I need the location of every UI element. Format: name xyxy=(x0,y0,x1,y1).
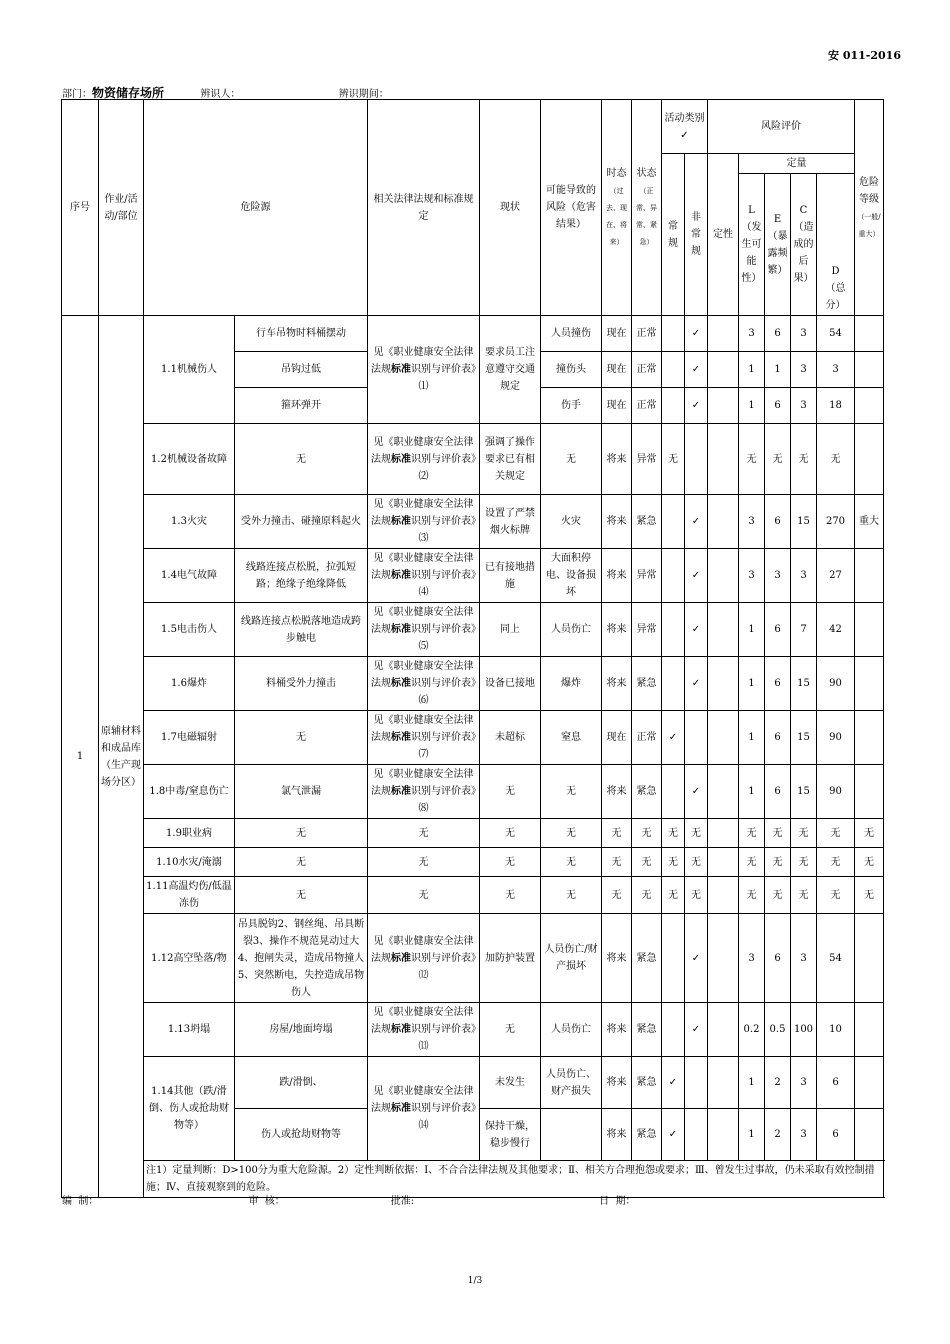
table-cell: ✓ xyxy=(662,1057,685,1109)
table-cell: 将来 xyxy=(602,765,632,819)
table-cell: 1 xyxy=(739,711,765,765)
table-cell: 紧急 xyxy=(632,1003,662,1057)
table-cell: 未发生 xyxy=(480,1057,541,1109)
table-cell: 无 xyxy=(480,1003,541,1057)
table-cell: 2 xyxy=(765,1109,791,1161)
table-cell xyxy=(662,388,685,424)
table-cell xyxy=(855,316,884,352)
table-cell: 爆炸 xyxy=(541,657,602,711)
table-cell: 6 xyxy=(765,495,791,549)
table-cell: 7 xyxy=(791,603,817,657)
table-cell: 3 xyxy=(791,1109,817,1161)
header-hazard: 危险源 xyxy=(144,100,368,316)
table-cell: 见《职业健康安全法律法规标准识别与评价表》⑷ xyxy=(368,549,480,603)
table-cell: 无 xyxy=(791,424,817,495)
table-cell: 设置了严禁烟火标牌 xyxy=(480,495,541,549)
table-cell xyxy=(855,1109,884,1161)
table-cell: 无 xyxy=(685,819,708,848)
table-cell: 强调了操作要求已有相关规定 xyxy=(480,424,541,495)
table-cell: 1.14其他（跌/滑倒、伤人或抢劫财物等） xyxy=(144,1057,235,1161)
table-cell: ✓ xyxy=(685,352,708,388)
table-cell: 将来 xyxy=(602,549,632,603)
table-cell: 无 xyxy=(817,848,855,877)
header-seq: 序号 xyxy=(62,100,99,316)
table-cell: 见《职业健康安全法律法规标准识别与评价表》⑵ xyxy=(368,424,480,495)
table-cell: 重大 xyxy=(855,495,884,549)
table-cell: 3 xyxy=(739,549,765,603)
table-cell: 异常 xyxy=(632,603,662,657)
table-cell: 1 xyxy=(739,1057,765,1109)
table-cell: 无 xyxy=(235,819,368,848)
table-cell: 人员伤亡/财产损坏 xyxy=(541,914,602,1003)
note-text: 注1）定量判断：D>100分为重大危险源。2）定性判断依据：Ⅰ、不合合法律法规及其他要求；Ⅱ、相关方合理抱怨或要求；Ⅲ、曾发生过事故，仍未采取有效控制措施；Ⅳ、直接观察到的危险。 xyxy=(144,1161,884,1198)
table-cell: 正常 xyxy=(632,711,662,765)
table-cell: 紧急 xyxy=(632,1109,662,1161)
table-row xyxy=(62,877,884,914)
table-cell: 料桶受外力撞击 xyxy=(235,657,368,711)
table-cell: 行车吊物时料桶摆动 xyxy=(235,316,368,352)
table-row xyxy=(62,765,884,819)
table-cell: 6 xyxy=(765,657,791,711)
table-cell: 6 xyxy=(817,1109,855,1161)
table-cell: 3 xyxy=(739,914,765,1003)
table-cell: 2 xyxy=(765,1057,791,1109)
table-cell xyxy=(708,848,739,877)
table-row xyxy=(62,495,884,549)
table-cell: 线路连接点松脱落地造成跨步触电 xyxy=(235,603,368,657)
header-D: D （总分） xyxy=(817,174,855,316)
table-cell: 15 xyxy=(791,495,817,549)
table-cell: 加防护装置 xyxy=(480,914,541,1003)
table-cell: 3 xyxy=(791,352,817,388)
table-cell: 1.9职业病 xyxy=(144,819,235,848)
reviewed-label: 审 核： xyxy=(248,1196,285,1207)
table-cell: 紧急 xyxy=(632,657,662,711)
table-cell: 正常 xyxy=(632,388,662,424)
table-cell: 无 xyxy=(855,877,884,914)
table-cell: 人员伤亡 xyxy=(541,603,602,657)
table-cell xyxy=(708,549,739,603)
table-cell xyxy=(855,549,884,603)
table-cell: 1.4电气故障 xyxy=(144,549,235,603)
table-cell: ✓ xyxy=(685,549,708,603)
table-cell: 15 xyxy=(791,711,817,765)
table-cell xyxy=(855,603,884,657)
table-cell: 紧急 xyxy=(632,495,662,549)
table-cell: 1.3火灾 xyxy=(144,495,235,549)
table-cell: 无 xyxy=(739,848,765,877)
table-cell: 无 xyxy=(480,848,541,877)
table-row xyxy=(62,1057,884,1109)
table-cell: 无 xyxy=(235,848,368,877)
table-cell: ✓ xyxy=(685,914,708,1003)
table-cell: 54 xyxy=(817,914,855,1003)
table-cell: 1.12高空坠落/物 xyxy=(144,914,235,1003)
table-cell: 27 xyxy=(817,549,855,603)
table-cell: 1.7电磁辐射 xyxy=(144,711,235,765)
table-cell: 1.2机械设备故障 xyxy=(144,424,235,495)
table-cell xyxy=(662,914,685,1003)
table-cell: 现在 xyxy=(602,388,632,424)
table-cell: 6 xyxy=(765,765,791,819)
table-cell: ✓ xyxy=(685,388,708,424)
table-row xyxy=(62,316,884,352)
table-cell: ✓ xyxy=(685,765,708,819)
dept-value: 物资储存场所 xyxy=(92,86,165,100)
prepared-label: 编 制： xyxy=(62,1196,99,1207)
table-cell: ✓ xyxy=(685,495,708,549)
table-cell xyxy=(662,352,685,388)
header-risk-eval: 风险评价 xyxy=(708,100,855,154)
table-cell xyxy=(708,819,739,848)
table-cell: 异常 xyxy=(632,549,662,603)
table-cell: 见《职业健康安全法律法规标准识别与评价表》⒁ xyxy=(368,1057,480,1161)
table-cell: 15 xyxy=(791,657,817,711)
table-row xyxy=(62,549,884,603)
table-cell: 无 xyxy=(791,819,817,848)
table-cell: 现在 xyxy=(602,352,632,388)
table-cell: 无 xyxy=(368,848,480,877)
hazard-table xyxy=(61,99,884,1198)
table-cell: 无 xyxy=(739,877,765,914)
dept-label: 部门： xyxy=(62,89,92,100)
table-cell: 同上 xyxy=(480,603,541,657)
table-cell: 见《职业健康安全法律法规标准识别与评价表》⑹ xyxy=(368,657,480,711)
table-cell: 6 xyxy=(765,914,791,1003)
table-cell: 线路连接点松脱，拉弧短路；绝缘子绝缘降低 xyxy=(235,549,368,603)
table-cell xyxy=(855,388,884,424)
table-cell: 无 xyxy=(739,424,765,495)
table-cell xyxy=(662,495,685,549)
table-cell: 无 xyxy=(685,848,708,877)
table-cell xyxy=(662,765,685,819)
document-code: 安 011-2016 xyxy=(828,49,901,62)
table-cell: 1 xyxy=(739,1109,765,1161)
table-cell: 房屋/地面垮塌 xyxy=(235,1003,368,1057)
table-cell: 无 xyxy=(855,819,884,848)
table-cell xyxy=(855,424,884,495)
table-cell: 窒息 xyxy=(541,711,602,765)
table-cell: 18 xyxy=(817,388,855,424)
row-seq: 1 xyxy=(62,316,99,1198)
table-cell: 无 xyxy=(817,819,855,848)
table-cell: 3 xyxy=(817,352,855,388)
table-cell: 伤人或抢劫财物等 xyxy=(235,1109,368,1161)
table-cell: 伤手 xyxy=(541,388,602,424)
table-cell xyxy=(708,1003,739,1057)
table-cell: 1 xyxy=(739,765,765,819)
header-status: 现状 xyxy=(480,100,541,316)
table-cell xyxy=(855,657,884,711)
table-cell xyxy=(855,914,884,1003)
signature-line xyxy=(62,1192,635,1207)
table-cell: 1 xyxy=(739,388,765,424)
table-cell xyxy=(662,1003,685,1057)
table-cell xyxy=(662,603,685,657)
table-row xyxy=(62,711,884,765)
table-row xyxy=(62,603,884,657)
table-cell: 无 xyxy=(541,848,602,877)
table-cell: 42 xyxy=(817,603,855,657)
table-cell xyxy=(708,1109,739,1161)
table-cell: 火灾 xyxy=(541,495,602,549)
table-cell: 将来 xyxy=(602,424,632,495)
table-cell: 受外力撞击、碰撞原料起火 xyxy=(235,495,368,549)
table-cell: 无 xyxy=(765,424,791,495)
table-cell: 保持干燥，稳步慢行 xyxy=(480,1109,541,1161)
table-cell xyxy=(708,711,739,765)
table-cell: 1.1机械伤人 xyxy=(144,316,235,424)
table-cell: 1 xyxy=(765,352,791,388)
table-cell: 无 xyxy=(791,848,817,877)
table-cell: 设备已接地 xyxy=(480,657,541,711)
table-cell: 无 xyxy=(855,848,884,877)
table-cell: 无 xyxy=(662,877,685,914)
table-cell: 6 xyxy=(817,1057,855,1109)
page-number: 1/3 xyxy=(467,1276,483,1286)
table-cell: 现在 xyxy=(602,711,632,765)
header-level: 危险等级 （一般/重大） xyxy=(855,100,884,316)
table-cell xyxy=(662,549,685,603)
table-cell: 无 xyxy=(541,424,602,495)
table-cell xyxy=(708,352,739,388)
table-cell: 见《职业健康安全法律法规标准识别与评价表》⑿ xyxy=(368,914,480,1003)
table-cell: 15 xyxy=(791,765,817,819)
table-cell xyxy=(855,1003,884,1057)
table-cell: 见《职业健康安全法律法规标准识别与评价表》⑸ xyxy=(368,603,480,657)
table-cell xyxy=(685,1057,708,1109)
table-cell xyxy=(708,877,739,914)
table-cell: ✓ xyxy=(685,316,708,352)
table-cell: 箍环弹开 xyxy=(235,388,368,424)
table-cell: 1.8中毒/窒息伤亡 xyxy=(144,765,235,819)
table-cell: 6 xyxy=(765,603,791,657)
table-cell: 6 xyxy=(765,316,791,352)
table-cell: 无 xyxy=(480,765,541,819)
table-cell: 正常 xyxy=(632,316,662,352)
table-cell: 将来 xyxy=(602,1003,632,1057)
table-cell: 紧急 xyxy=(632,765,662,819)
table-cell: 3 xyxy=(765,549,791,603)
table-cell: 无 xyxy=(662,819,685,848)
table-cell: 已有接地措施 xyxy=(480,549,541,603)
table-cell: 1.11高温灼伤/低温冻伤 xyxy=(144,877,235,914)
table-cell: 无 xyxy=(602,819,632,848)
table-cell: 无 xyxy=(817,877,855,914)
table-cell xyxy=(708,914,739,1003)
table-cell: 3 xyxy=(739,495,765,549)
table-cell: 见《职业健康安全法律法规标准识别与评价表》⒀ xyxy=(368,1003,480,1057)
table-cell xyxy=(708,495,739,549)
table-cell: 1.5电击伤人 xyxy=(144,603,235,657)
table-cell: 人员伤亡 xyxy=(541,1003,602,1057)
header-nonroutine: 非常规 xyxy=(685,154,708,316)
table-cell xyxy=(708,424,739,495)
table-cell: 未超标 xyxy=(480,711,541,765)
table-cell xyxy=(855,765,884,819)
table-cell xyxy=(685,424,708,495)
header-L: L （发生可能性） xyxy=(739,174,765,316)
table-cell xyxy=(708,603,739,657)
header-risk: 可能导致的风险（危害结果） xyxy=(541,100,602,316)
table-cell: 3 xyxy=(739,316,765,352)
table-cell: 无 xyxy=(235,424,368,495)
table-cell: 6 xyxy=(765,711,791,765)
table-cell: 270 xyxy=(817,495,855,549)
header-qualitative: 定性 xyxy=(708,154,739,316)
table-cell: 无 xyxy=(765,877,791,914)
table-cell: 3 xyxy=(791,1057,817,1109)
table-cell xyxy=(685,711,708,765)
approved-label: 批准: xyxy=(390,1196,415,1207)
table-cell: 异常 xyxy=(632,424,662,495)
table-cell: 3 xyxy=(791,388,817,424)
table-cell: 无 xyxy=(791,877,817,914)
table-cell: 人员撞伤 xyxy=(541,316,602,352)
table-cell: 氯气泄漏 xyxy=(235,765,368,819)
table-cell: 无 xyxy=(685,877,708,914)
table-cell: 见《职业健康安全法律法规标准识别与评价表》⑻ xyxy=(368,765,480,819)
table-cell: 3 xyxy=(791,914,817,1003)
table-cell: ✓ xyxy=(685,1003,708,1057)
table-cell: 无 xyxy=(739,819,765,848)
table-cell: 将来 xyxy=(602,603,632,657)
table-cell: 无 xyxy=(235,711,368,765)
table-cell: 将来 xyxy=(602,495,632,549)
table-cell: ✓ xyxy=(662,1109,685,1161)
table-row xyxy=(62,819,884,848)
header-E: E （暴露频繁） xyxy=(765,174,791,316)
table-cell: 无 xyxy=(602,848,632,877)
table-cell: 正常 xyxy=(632,352,662,388)
table-cell: 见《职业健康安全法律法规标准识别与评价表》⑺ xyxy=(368,711,480,765)
table-cell: 吊具脱钩2、钢丝绳、吊具断裂3、操作不规范晃动过大4、抱闸失灵，造成吊物撞人5、突然断电，失控造成吊物伤人 xyxy=(235,914,368,1003)
table-cell: 10 xyxy=(817,1003,855,1057)
header-activity: 作业/活动/部位 xyxy=(99,100,144,316)
table-cell: 0.2 xyxy=(739,1003,765,1057)
table-cell: 将来 xyxy=(602,914,632,1003)
table-cell xyxy=(685,1109,708,1161)
table-cell: 见《职业健康安全法律法规标准识别与评价表》⑴ xyxy=(368,316,480,424)
table-cell: 撞伤头 xyxy=(541,352,602,388)
identifier-label: 辨识人： xyxy=(200,89,241,100)
table-cell: 1.6爆炸 xyxy=(144,657,235,711)
table-row xyxy=(62,657,884,711)
row-activity: 原辅材料和成品库（生产现场分区） xyxy=(99,316,144,1198)
table-cell: 无 xyxy=(662,848,685,877)
table-cell xyxy=(662,316,685,352)
header-C: C （造成的后果） xyxy=(791,174,817,316)
table-cell: 100 xyxy=(791,1003,817,1057)
table-cell: 54 xyxy=(817,316,855,352)
table-cell xyxy=(708,765,739,819)
table-cell: 3 xyxy=(791,316,817,352)
header-routine: 常规 xyxy=(662,154,685,316)
table-cell: 无 xyxy=(480,877,541,914)
table-cell xyxy=(855,711,884,765)
table-cell xyxy=(855,352,884,388)
table-cell: 无 xyxy=(368,877,480,914)
table-cell: 1 xyxy=(739,657,765,711)
header-quantitative: 定量 xyxy=(739,154,855,174)
table-cell: 无 xyxy=(541,819,602,848)
table-cell: ✓ xyxy=(685,603,708,657)
table-cell: 无 xyxy=(632,877,662,914)
table-cell: 无 xyxy=(817,424,855,495)
table-cell: 无 xyxy=(541,877,602,914)
table-cell xyxy=(708,1057,739,1109)
table-cell: 无 xyxy=(765,848,791,877)
table-cell xyxy=(708,657,739,711)
table-cell xyxy=(708,388,739,424)
table-cell xyxy=(708,316,739,352)
header-law: 相关法律法规和标准规定 xyxy=(368,100,480,316)
table-cell: 1.13坍塌 xyxy=(144,1003,235,1057)
header-activity-type: 活动类别 ✓ xyxy=(662,100,708,154)
table-cell: 吊钩过低 xyxy=(235,352,368,388)
table-cell: 无 xyxy=(662,424,685,495)
table-cell: 6 xyxy=(765,388,791,424)
table-cell: 无 xyxy=(602,877,632,914)
table-cell: 将来 xyxy=(602,1109,632,1161)
table-row xyxy=(62,914,884,1003)
table-cell: 见《职业健康安全法律法规标准识别与评价表》⑶ xyxy=(368,495,480,549)
table-cell: 跌/滑倒、 xyxy=(235,1057,368,1109)
table-cell: 1.10水灾/淹溺 xyxy=(144,848,235,877)
table-cell: 现在 xyxy=(602,316,632,352)
table-cell xyxy=(662,657,685,711)
table-row xyxy=(62,848,884,877)
table-cell: 无 xyxy=(541,765,602,819)
table-cell: 无 xyxy=(480,819,541,848)
table-cell: 无 xyxy=(632,819,662,848)
table-cell: 无 xyxy=(632,848,662,877)
table-cell: 无 xyxy=(765,819,791,848)
table-cell: 无 xyxy=(368,819,480,848)
table-row xyxy=(62,424,884,495)
table-cell: 将来 xyxy=(602,1057,632,1109)
table-cell: 大面积停电、设备损坏 xyxy=(541,549,602,603)
table-cell: 紧急 xyxy=(632,914,662,1003)
table-cell: 将来 xyxy=(602,657,632,711)
period-label: 辨识期间： xyxy=(338,89,389,100)
table-cell: 要求员工注意遵守交通规定 xyxy=(480,316,541,424)
table-cell: 0.5 xyxy=(765,1003,791,1057)
table-cell: 90 xyxy=(817,765,855,819)
table-cell: 人员伤亡、财产损失 xyxy=(541,1057,602,1109)
table-cell: 无 xyxy=(235,877,368,914)
table-cell xyxy=(855,1057,884,1109)
date-label: 日 期： xyxy=(599,1196,636,1207)
table-cell: 1 xyxy=(739,603,765,657)
table-cell: 3 xyxy=(791,549,817,603)
table-cell: 紧急 xyxy=(632,1057,662,1109)
table-cell xyxy=(541,1109,602,1161)
table-cell: 1 xyxy=(739,352,765,388)
header-tense: 时态 （过去、现在、将来） xyxy=(602,100,632,316)
table-cell: 90 xyxy=(817,711,855,765)
table-cell: 90 xyxy=(817,657,855,711)
table-cell: ✓ xyxy=(662,711,685,765)
table-row xyxy=(62,1003,884,1057)
table-cell: ✓ xyxy=(685,657,708,711)
header-state: 状态 （正常、异常、紧急） xyxy=(632,100,662,316)
